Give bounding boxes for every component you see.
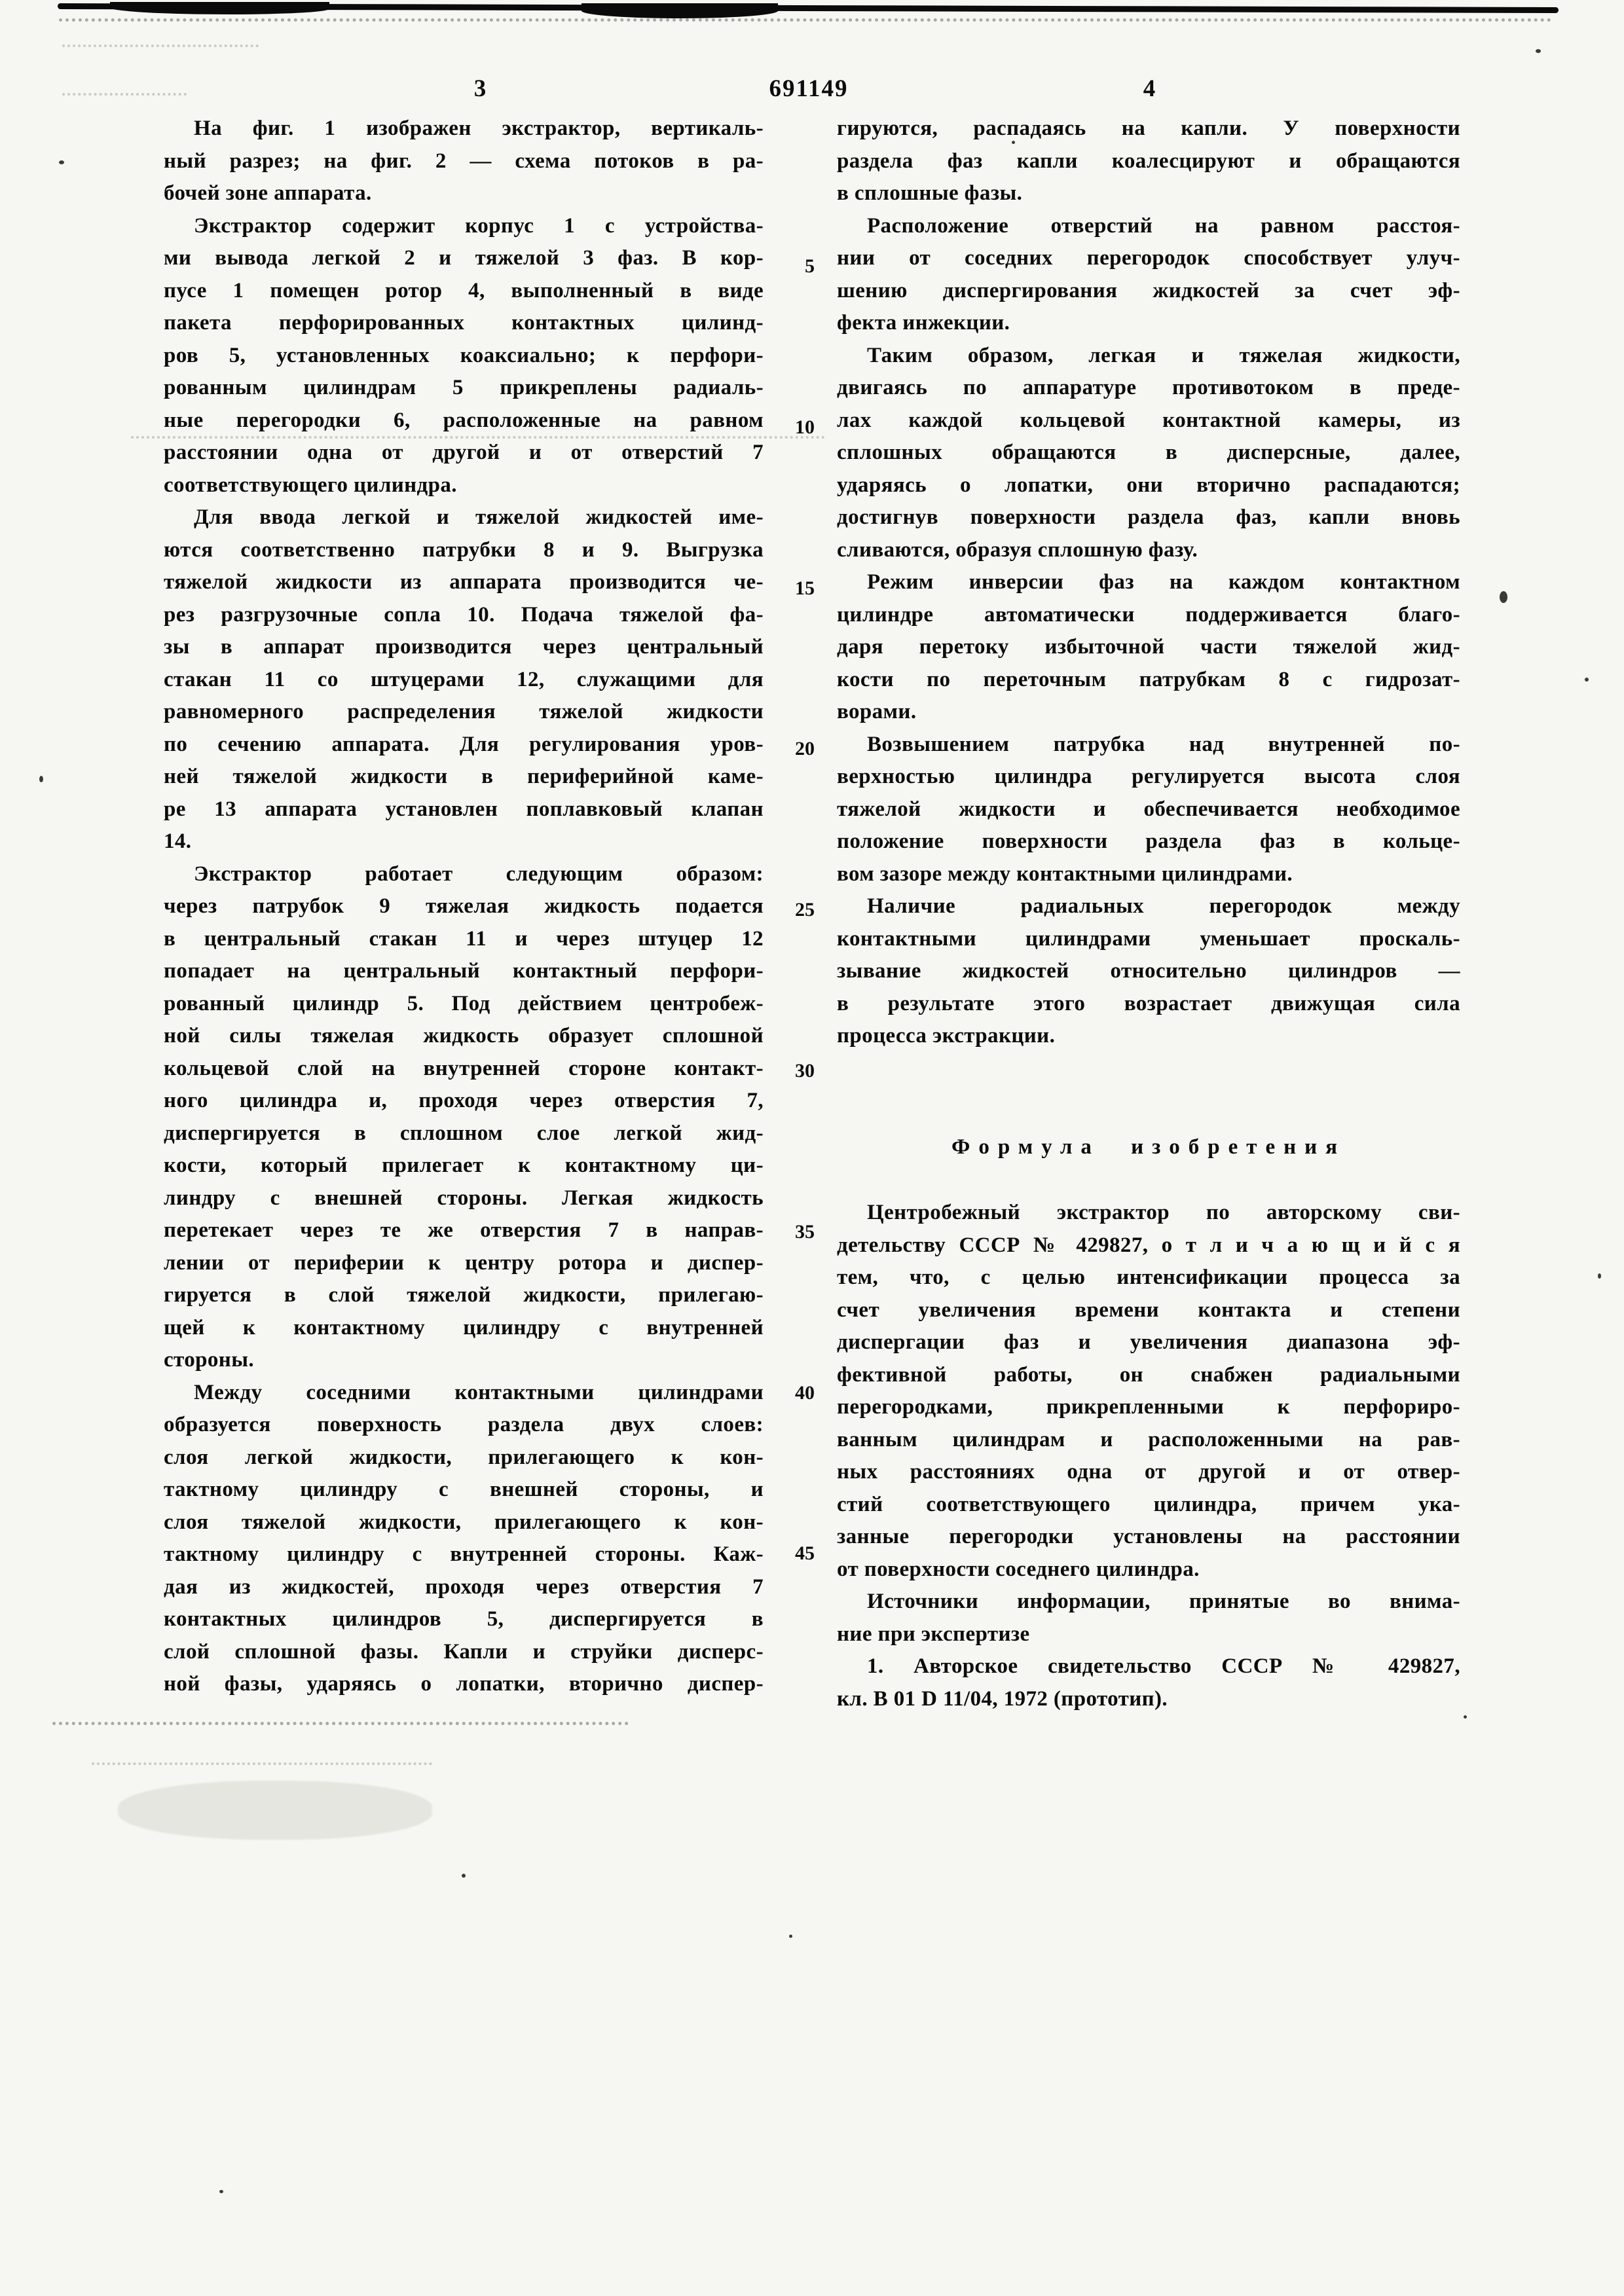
text-line: соответствующего цилиндра. — [164, 473, 457, 497]
scan-streak — [52, 1722, 629, 1725]
gutter-line-number: 10 — [795, 416, 815, 438]
text-line: сливаются, образуя сплошную фазу. — [837, 538, 1198, 562]
text-line: ров 5, установленных коаксиально; к перфори- — [164, 343, 764, 367]
text-line: дая из жидкостей, проходя через отверстия 7 — [164, 1575, 764, 1599]
text-line: контактных цилиндров 5, диспергируется в — [164, 1607, 764, 1631]
text-line: ются соответственно патрубки 8 и 9. Выгрузка — [164, 538, 764, 562]
text-line: ной фазы, ударяясь о лопатки, вторично диспер- — [164, 1672, 764, 1696]
text-line: 1. Авторское свидетельство СССР № 429827, — [867, 1654, 1460, 1678]
text-line: ми вывода легкой 2 и тяжелой 3 фаз. В кор- — [164, 246, 764, 270]
text-line: линдру с внешней стороны. Легкая жидкость — [164, 1186, 764, 1210]
text-line: Экстрактор работает следующим образом: — [194, 862, 764, 886]
scan-smudge-top-bar — [58, 3, 1559, 13]
text-line: ный разрез; на фиг. 2 — схема потоков в ра- — [164, 149, 764, 173]
text-line: даря перетоку избыточной части тяжелой жид- — [837, 635, 1460, 659]
text-line: фекта инжекции. — [837, 311, 1010, 335]
text-line: тяжелой жидкости из аппарата производится че- — [164, 570, 764, 594]
text-line: Расположение отверстий на равном расстоя- — [867, 213, 1460, 238]
text-line: в результате этого возрастает движущая сила — [837, 991, 1460, 1015]
text-line: стий соответствующего цилиндра, причем ука- — [837, 1492, 1460, 1516]
text-line: Таким образом, легкая и тяжелая жидкости, — [867, 343, 1460, 367]
text-line: сплошных обращаются в дисперсные, далее, — [837, 441, 1460, 464]
text-line: Центробежный экстрактор по авторскому сви- — [867, 1201, 1460, 1224]
left-column — [164, 113, 764, 1701]
text-line: Возвышением патрубка над внутренней по- — [867, 732, 1460, 756]
scan-smudge-blob-center — [581, 3, 778, 18]
scan-speckle-row — [62, 45, 259, 47]
text-line: гируется в слой тяжелой жидкости, прилегаю- — [164, 1283, 764, 1307]
text-line: ние при экспертизе — [837, 1622, 1030, 1646]
gutter-line-number: 40 — [795, 1381, 815, 1404]
text-line: слоя тяжелой жидкости, прилегающего к кон- — [164, 1510, 764, 1534]
scan-speckle-band — [59, 18, 1552, 22]
gutter-line-number: 15 — [795, 577, 815, 599]
text-line: контактными цилиндрами уменьшает проскаль- — [837, 926, 1460, 951]
paragraph-gap — [837, 1053, 1460, 1131]
text-line: щей к контактному цилиндру с внутренней — [164, 1315, 764, 1339]
text-line: Между соседними контактными цилиндрами — [194, 1380, 764, 1404]
text-line: рованным цилиндрам 5 прикреплены радиаль- — [164, 376, 764, 399]
scan-speck — [1585, 678, 1589, 682]
text-line: кольцевой слой на внутренней стороне контакт- — [164, 1056, 764, 1080]
text-line: гируются, распадаясь на капли. У поверхности — [837, 117, 1460, 140]
gutter-line-number: 30 — [795, 1060, 815, 1082]
text-line: процесса экстракции. — [837, 1024, 1056, 1048]
text-line: слой сплошной фазы. Капли и струйки дисперс- — [164, 1639, 764, 1664]
text-line: Наличие радиальных перегородок между — [867, 894, 1460, 918]
text-line: Для ввода легкой и тяжелой жидкостей име- — [194, 505, 764, 529]
text-line: достигнув поверхности раздела фаз, капли вновь — [837, 505, 1460, 529]
text-line: кл. B 01 D 11/04, 1972 (прототип). — [837, 1686, 1168, 1711]
text-line: Источники информации, принятые во внима- — [867, 1590, 1460, 1613]
text-line: пакета перфорированных контактных цилинд- — [164, 311, 764, 335]
text-line: Режим инверсии фаз на каждом контактном — [867, 570, 1460, 594]
text-line: равномерного распределения тяжелой жидкости — [164, 700, 764, 723]
text-line: от поверхности соседнего цилиндра. — [837, 1557, 1200, 1581]
scan-speck — [1598, 1273, 1601, 1279]
text-line: Экстрактор содержит корпус 1 с устройства- — [194, 213, 764, 238]
paragraph-gap — [837, 1163, 1460, 1197]
text-line: раздела фаз капли коалесцируют и обращаются — [837, 149, 1460, 173]
text-line: верхностью цилиндра регулируется высота слоя — [837, 765, 1460, 788]
text-line: попадает на центральный контактный перфори- — [164, 959, 764, 983]
text-line: тяжелой жидкости и обеспечивается необходимое — [837, 797, 1460, 821]
text-line: ной силы тяжелая жидкость образует сплошной — [164, 1024, 764, 1048]
text-line: лении от периферии к центру ротора и диспер- — [164, 1250, 764, 1275]
text-line: кости по переточным патрубкам 8 с гидрозат- — [837, 667, 1460, 691]
text-line: перетекает через те же отверстия 7 в направ- — [164, 1218, 764, 1242]
text-line: зы в аппарат производится через центральный — [164, 635, 764, 659]
text-line: фективной работы, он снабжен радиальными — [837, 1362, 1460, 1387]
text-line: ного цилиндра и, проходя через отверстия 7, — [164, 1089, 764, 1112]
text-line: стакан 11 со штуцерами 12, служащими для — [164, 667, 764, 691]
text-line: На фиг. 1 изображен экстрактор, вертикаль- — [194, 117, 764, 140]
scan-speck — [1464, 1715, 1467, 1719]
text-line: ные перегородки 6, расположенные на равном — [164, 408, 764, 432]
text-line: двигаясь по аппаратуре противотоком в преде- — [837, 376, 1460, 399]
text-line: ванным цилиндрам и расположенными на рав- — [837, 1427, 1460, 1451]
page-number-right: 4 — [1143, 75, 1157, 102]
text-line: ре 13 аппарата установлен поплавковый клапан — [164, 797, 764, 821]
text-line: диспергируется в сплошном слое легкой жид- — [164, 1121, 764, 1145]
scan-speck — [39, 776, 43, 782]
text-line: детельству СССР № 429827, о т л и ч а ю щ и й с я — [837, 1233, 1460, 1257]
gutter-line-number: 25 — [795, 899, 815, 921]
text-line: перегородками, прикрепленными к перфориро- — [837, 1395, 1460, 1419]
text-line: занные перегородки установлены на расстоянии — [837, 1525, 1460, 1548]
text-line: цилиндре автоматически поддерживается благо- — [837, 602, 1460, 627]
text-line: пусе 1 помещен ротор 4, выполненный в виде — [164, 278, 764, 302]
scan-speck — [219, 2190, 223, 2193]
text-line: тактному цилиндру с внешней стороны, и — [164, 1478, 764, 1501]
page-number-left: 3 — [473, 75, 488, 102]
text-line: зывание жидкостей относительно цилиндров — — [837, 959, 1460, 983]
patent-number: 691149 — [769, 75, 849, 102]
section-heading: Формула изобретения — [951, 1135, 1346, 1159]
text-line: кости, который прилегает к контактному ци- — [164, 1154, 764, 1177]
text-line: нии от соседних перегородок способствует улуч- — [837, 246, 1460, 270]
text-line: шению диспергирования жидкостей за счет эф- — [837, 278, 1460, 302]
scan-blotch — [118, 1781, 432, 1840]
text-line: в центральный стакан 11 и через штуцер 12 — [164, 926, 764, 951]
gutter-line-number: 5 — [805, 255, 815, 277]
scan-speck — [462, 1874, 466, 1878]
text-line: ворами. — [837, 700, 917, 723]
scan-speck — [59, 160, 64, 164]
text-line: слоя легкой жидкости, прилегающего к кон- — [164, 1445, 764, 1469]
text-line: диспергации фаз и увеличения диапазона эф- — [837, 1330, 1460, 1354]
gutter-line-number: 45 — [795, 1542, 815, 1565]
text-line: стороны. — [164, 1348, 255, 1372]
right-column — [837, 113, 1460, 1715]
text-line: образуется поверхность раздела двух слоев: — [164, 1413, 764, 1436]
text-line: в сплошные фазы. — [837, 181, 1023, 205]
text-line: расстоянии одна от другой и от отверстий 7 — [164, 441, 764, 464]
text-line: рез разгрузочные сопла 10. Подача тяжелой фа- — [164, 602, 764, 627]
text-line: счет увеличения времени контакта и степени — [837, 1298, 1460, 1322]
text-line: по сечению аппарата. Для регулирования уров- — [164, 732, 764, 756]
text-line: через патрубок 9 тяжелая жидкость подается — [164, 894, 764, 918]
text-line: вом зазоре между контактными цилиндрами. — [837, 862, 1293, 886]
text-line: ных расстояниях одна от другой и от отвер- — [837, 1460, 1460, 1484]
scan-speckle-row — [62, 93, 187, 96]
text-line: ударяясь о лопатки, они вторично распадаются; — [837, 473, 1460, 497]
text-line: лах каждой кольцевой контактной камеры, из — [837, 408, 1460, 432]
text-line: ней тяжелой жидкости в периферийной каме- — [164, 765, 764, 788]
text-line: рованный цилиндр 5. Под действием центробеж- — [164, 991, 764, 1015]
gutter-line-number: 20 — [795, 738, 815, 760]
scan-speck — [1500, 591, 1507, 603]
gutter-line-number: 35 — [795, 1220, 815, 1243]
text-line: положение поверхности раздела фаз в кольце- — [837, 829, 1460, 853]
text-line: тактному цилиндру с внутренней стороны. Каж- — [164, 1542, 764, 1566]
scan-speck — [1536, 49, 1541, 53]
text-line: тем, что, с целью интенсификации процесса за — [837, 1266, 1460, 1289]
scan-streak — [92, 1762, 432, 1765]
scan-speck — [789, 1935, 792, 1938]
text-line: 14. — [164, 829, 192, 853]
scan-smudge-blob-left — [110, 2, 329, 14]
text-line: бочей зоне аппарата. — [164, 181, 372, 205]
